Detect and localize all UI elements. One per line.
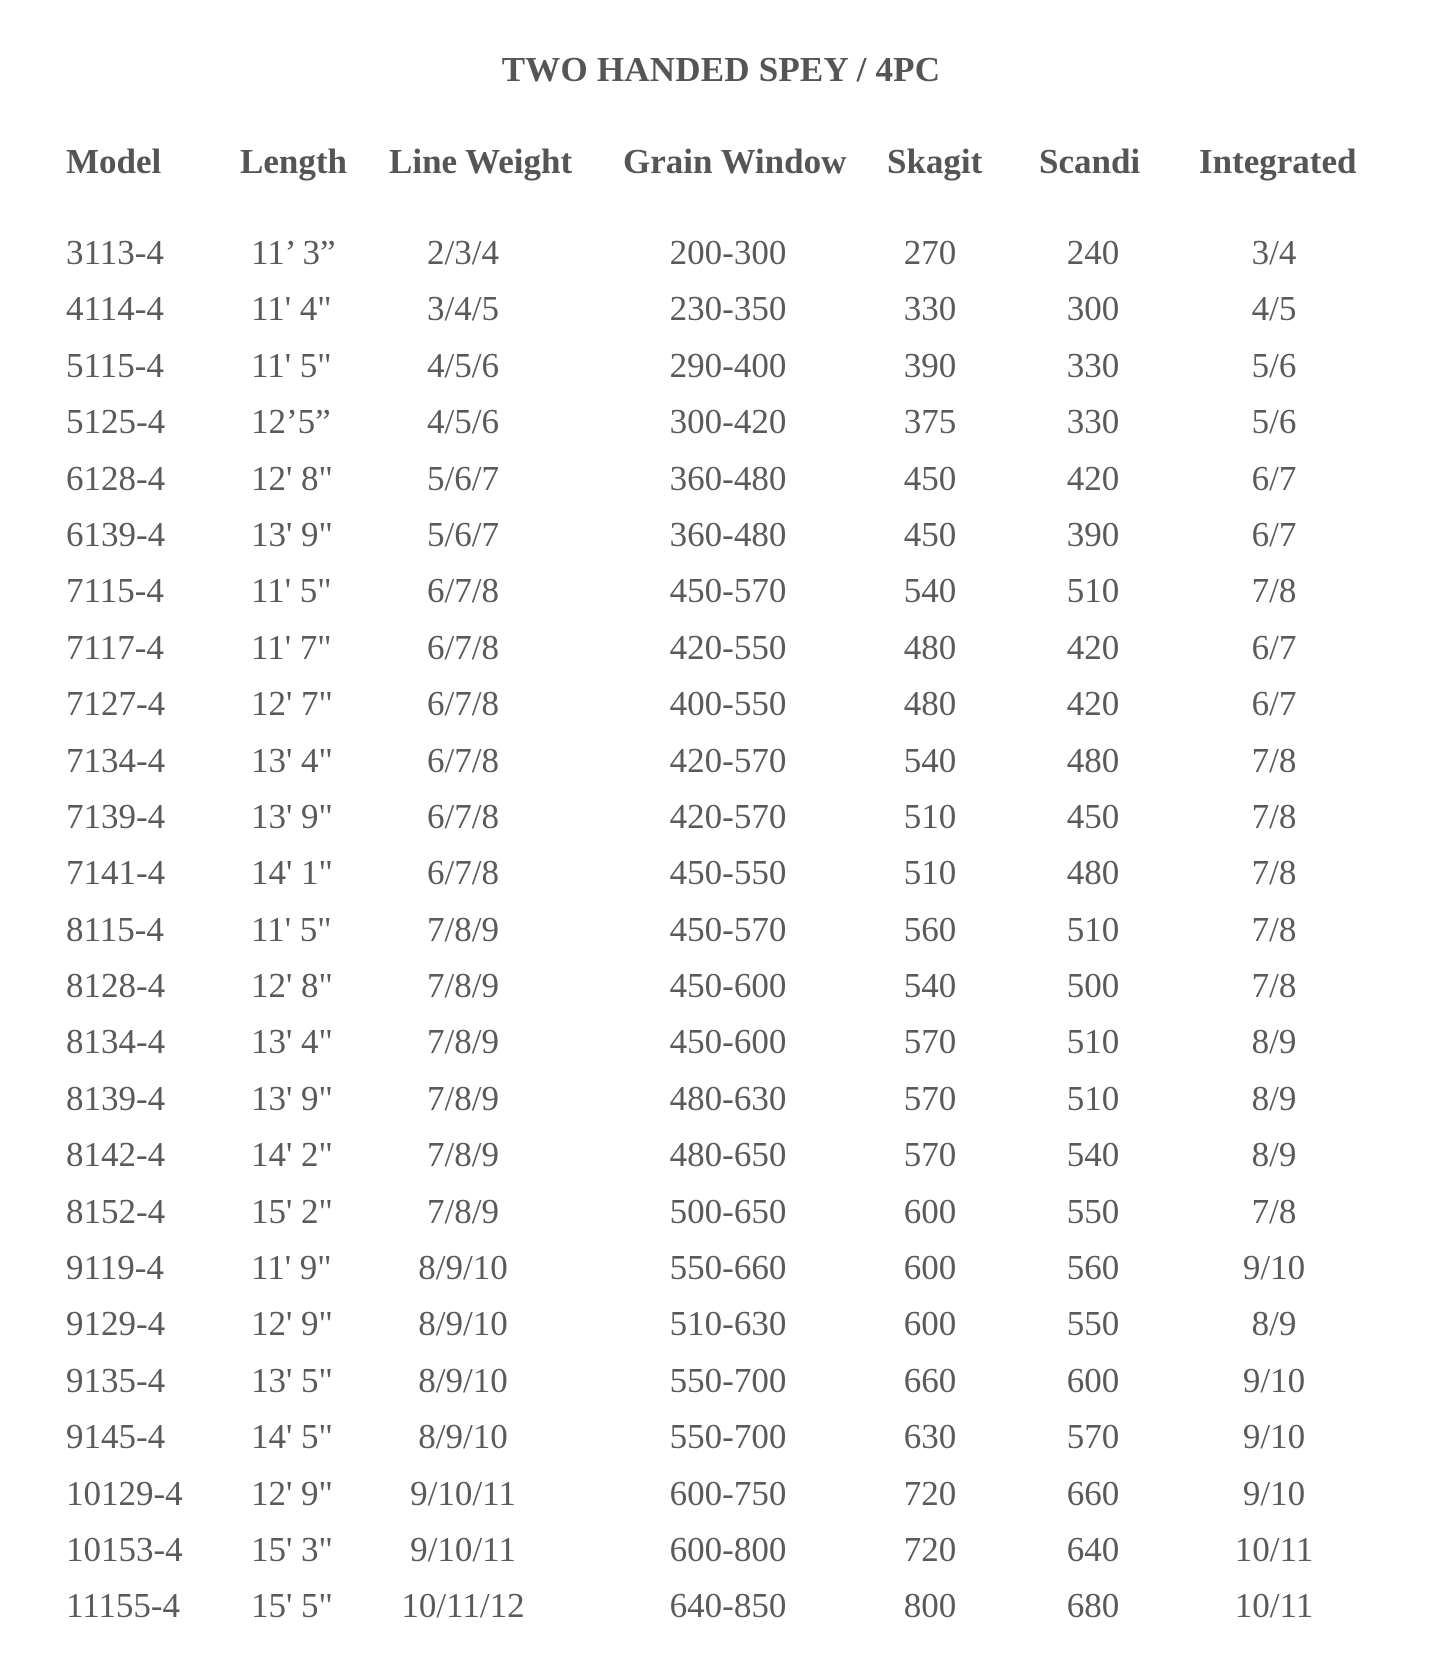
- cell-line-weight-text: 10/11/12: [401, 1586, 525, 1626]
- cell-scandi-text: 540: [1066, 1135, 1120, 1175]
- cell-model: 8142-4: [66, 1135, 166, 1175]
- cell-scandi-text: 500: [1066, 966, 1120, 1006]
- cell-skagit-text: 540: [903, 740, 957, 780]
- cell-length: 13' 9": [251, 1078, 333, 1118]
- cell-length: 11' 5": [251, 571, 332, 611]
- cell-line-weight-text: 4/5/6: [427, 402, 499, 442]
- cell-line-weight-text: 7/8/9: [427, 1078, 499, 1118]
- cell-line-weight-text: 2/3/4: [427, 233, 499, 272]
- cell-skagit-text: 540: [903, 571, 957, 611]
- cell-grain-window-text: 600-800: [669, 1529, 787, 1569]
- cell-length: 11' 5": [251, 909, 332, 949]
- header-line-weight: Line Weight: [389, 142, 573, 181]
- cell-length: 12’5”: [251, 402, 331, 442]
- table-row: [0, 1192, 1442, 1248]
- cell-skagit-text: 600: [903, 1191, 957, 1231]
- cell-model: 8134-4: [66, 1022, 166, 1062]
- table-row: [0, 797, 1442, 853]
- table-row: [0, 1417, 1442, 1473]
- cell-line-weight-text: 7/8/9: [427, 1022, 499, 1062]
- cell-line-weight-text: 8/9/10: [418, 1417, 508, 1457]
- cell-model: 7127-4: [66, 684, 166, 724]
- cell-scandi-text: 510: [1066, 1078, 1120, 1118]
- cell-skagit-text: 720: [903, 1529, 957, 1569]
- cell-grain-window-text: 550-660: [669, 1248, 787, 1288]
- header-integrated: Integrated: [1199, 142, 1357, 181]
- cell-scandi-text: 330: [1066, 402, 1120, 442]
- cell-line-weight-text: 6/7/8: [427, 796, 499, 836]
- cell-scandi-text: 510: [1066, 1022, 1120, 1062]
- cell-scandi-text: 480: [1066, 740, 1120, 780]
- cell-length: 14' 5": [251, 1417, 333, 1457]
- cell-scandi-text: 420: [1066, 627, 1120, 667]
- cell-scandi-text: 680: [1066, 1586, 1120, 1626]
- cell-grain-window-text: 450-600: [669, 966, 787, 1006]
- cell-model: 9119-4: [66, 1248, 164, 1288]
- table-row: [0, 233, 1442, 289]
- cell-integrated-text: 8/9: [1251, 1304, 1297, 1344]
- cell-integrated-text: 5/6: [1251, 402, 1297, 442]
- cell-grain-window-text: 500-650: [669, 1191, 787, 1231]
- table-row: [0, 1474, 1442, 1530]
- cell-skagit-text: 600: [903, 1248, 957, 1288]
- cell-grain-window-text: 420-570: [669, 796, 787, 836]
- header-length: Length: [240, 142, 347, 181]
- cell-grain-window-text: 230-350: [669, 289, 787, 329]
- cell-grain-window-text: 420-550: [669, 627, 787, 667]
- cell-scandi-text: 640: [1066, 1529, 1120, 1569]
- cell-model: 8152-4: [66, 1191, 166, 1231]
- cell-line-weight-text: 9/10/11: [410, 1473, 516, 1513]
- cell-grain-window-text: 450-550: [669, 853, 787, 893]
- cell-skagit-text: 570: [903, 1078, 957, 1118]
- cell-length: 11' 9": [251, 1248, 332, 1288]
- table-row: [0, 515, 1442, 571]
- table-row: [0, 853, 1442, 909]
- header-skagit: Skagit: [887, 142, 983, 181]
- table-row: [0, 966, 1442, 1022]
- table-row: [0, 1079, 1442, 1135]
- cell-integrated-text: 7/8: [1251, 966, 1297, 1006]
- table-row: [0, 628, 1442, 684]
- cell-skagit-text: 570: [903, 1135, 957, 1175]
- cell-scandi-text: 570: [1066, 1417, 1120, 1457]
- cell-grain-window-text: 550-700: [669, 1417, 787, 1457]
- cell-grain-window-text: 300-420: [669, 402, 787, 442]
- cell-length: 13' 9": [251, 796, 333, 836]
- table-row: [0, 1530, 1442, 1586]
- cell-length: 13' 4": [251, 740, 333, 780]
- cell-skagit-text: 660: [903, 1360, 957, 1400]
- cell-line-weight-text: 8/9/10: [418, 1360, 508, 1400]
- cell-scandi-text: 560: [1066, 1248, 1120, 1288]
- cell-model: 8139-4: [66, 1078, 166, 1118]
- cell-integrated-text: 6/7: [1251, 627, 1297, 667]
- table-row: [0, 1361, 1442, 1417]
- table-row: [0, 346, 1442, 402]
- cell-length: 12' 7": [251, 684, 333, 724]
- cell-length: 11' 7": [251, 627, 332, 667]
- table-header: [0, 142, 1442, 186]
- cell-model: 10129-4: [66, 1473, 183, 1513]
- cell-integrated-text: 7/8: [1251, 853, 1297, 893]
- cell-line-weight-text: 7/8/9: [427, 1191, 499, 1231]
- cell-grain-window-text: 450-600: [669, 1022, 787, 1062]
- cell-grain-window-text: 550-700: [669, 1360, 787, 1400]
- table-row: [0, 1248, 1442, 1304]
- cell-skagit-text: 480: [903, 627, 957, 667]
- cell-integrated-text: 8/9: [1251, 1022, 1297, 1062]
- cell-line-weight-text: 8/9/10: [418, 1304, 508, 1344]
- cell-line-weight-text: 6/7/8: [427, 740, 499, 780]
- cell-model: 5115-4: [66, 345, 164, 385]
- cell-length: 15' 3": [251, 1529, 333, 1569]
- cell-scandi-text: 330: [1066, 345, 1120, 385]
- cell-length: 12' 8": [251, 458, 333, 498]
- cell-integrated-text: 9/10: [1242, 1417, 1306, 1457]
- cell-model: 6128-4: [66, 458, 166, 498]
- cell-scandi-text: 600: [1066, 1360, 1120, 1400]
- cell-length: 11' 4": [251, 289, 332, 329]
- cell-scandi-text: 240: [1066, 233, 1120, 272]
- cell-integrated-text: 3/4: [1251, 233, 1297, 272]
- cell-line-weight-text: 7/8/9: [427, 966, 499, 1006]
- cell-line-weight-text: 9/10/11: [410, 1529, 516, 1569]
- cell-integrated-text: 10/11: [1234, 1586, 1314, 1626]
- cell-scandi-text: 480: [1066, 853, 1120, 893]
- cell-integrated-text: 6/7: [1251, 514, 1297, 554]
- table-row: [0, 1304, 1442, 1360]
- cell-line-weight-text: 4/5/6: [427, 345, 499, 385]
- table-row: [0, 289, 1442, 345]
- cell-line-weight-text: 6/7/8: [427, 627, 499, 667]
- cell-integrated-text: 7/8: [1251, 571, 1297, 611]
- cell-model: 11155-4: [66, 1586, 181, 1626]
- cell-model: 7141-4: [66, 853, 166, 893]
- cell-integrated-text: 8/9: [1251, 1078, 1297, 1118]
- cell-length: 12' 8": [251, 966, 333, 1006]
- cell-integrated-text: 6/7: [1251, 684, 1297, 724]
- cell-skagit-text: 560: [903, 909, 957, 949]
- cell-integrated-text: 7/8: [1251, 909, 1297, 949]
- cell-skagit-text: 510: [903, 853, 957, 893]
- cell-scandi-text: 660: [1066, 1473, 1120, 1513]
- cell-integrated-text: 7/8: [1251, 740, 1297, 780]
- table-row: [0, 1022, 1442, 1078]
- cell-model: 8115-4: [66, 909, 164, 949]
- cell-line-weight-text: 7/8/9: [427, 909, 499, 949]
- cell-length: 15' 2": [251, 1191, 333, 1231]
- cell-length: 11' 5": [251, 345, 332, 385]
- cell-model: 9145-4: [66, 1417, 166, 1457]
- cell-skagit-text: 510: [903, 796, 957, 836]
- cell-skagit-text: 630: [903, 1417, 957, 1457]
- cell-grain-window-text: 640-850: [669, 1586, 787, 1626]
- cell-skagit-text: 450: [903, 458, 957, 498]
- cell-length: 13' 4": [251, 1022, 333, 1062]
- cell-grain-window-text: 450-570: [669, 909, 787, 949]
- cell-integrated-text: 10/11: [1234, 1529, 1314, 1569]
- cell-line-weight-text: 8/9/10: [418, 1248, 508, 1288]
- cell-skagit-text: 720: [903, 1473, 957, 1513]
- cell-length: 12' 9": [251, 1473, 333, 1513]
- cell-scandi-text: 550: [1066, 1304, 1120, 1344]
- cell-integrated-text: 9/10: [1242, 1360, 1306, 1400]
- cell-length: 14' 2": [251, 1135, 333, 1175]
- cell-length: 14' 1": [251, 853, 333, 893]
- cell-model: 3113-4: [66, 233, 164, 272]
- cell-skagit-text: 390: [903, 345, 957, 385]
- table-row: [0, 402, 1442, 458]
- header-grain-window: Grain Window: [623, 142, 847, 181]
- cell-model: 6139-4: [66, 514, 166, 554]
- cell-length: 13' 9": [251, 514, 333, 554]
- cell-integrated-text: 4/5: [1251, 289, 1297, 329]
- table-row: [0, 741, 1442, 797]
- cell-grain-window-text: 480-630: [669, 1078, 787, 1118]
- table-row: [0, 571, 1442, 627]
- table-row: [0, 1586, 1442, 1642]
- cell-integrated-text: 8/9: [1251, 1135, 1297, 1175]
- cell-scandi-text: 420: [1066, 684, 1120, 724]
- table-row: [0, 910, 1442, 966]
- cell-model: 7117-4: [66, 627, 164, 667]
- cell-length: 12' 9": [251, 1304, 333, 1344]
- cell-integrated-text: 9/10: [1242, 1248, 1306, 1288]
- cell-scandi-text: 300: [1066, 289, 1120, 329]
- cell-line-weight-text: 6/7/8: [427, 853, 499, 893]
- cell-grain-window-text: 360-480: [669, 514, 787, 554]
- cell-skagit-text: 480: [903, 684, 957, 724]
- cell-skagit-text: 270: [903, 233, 957, 272]
- cell-scandi-text: 450: [1066, 796, 1120, 836]
- cell-line-weight-text: 6/7/8: [427, 571, 499, 611]
- cell-scandi-text: 550: [1066, 1191, 1120, 1231]
- cell-length: 15' 5": [251, 1586, 333, 1626]
- cell-model: 9135-4: [66, 1360, 166, 1400]
- cell-grain-window-text: 360-480: [669, 458, 787, 498]
- cell-grain-window-text: 290-400: [669, 345, 787, 385]
- cell-model: 4114-4: [66, 289, 164, 329]
- cell-integrated-text: 6/7: [1251, 458, 1297, 498]
- header-model: Model: [66, 142, 162, 181]
- table-body: [0, 233, 1442, 1643]
- cell-grain-window-text: 480-650: [669, 1135, 787, 1175]
- cell-scandi-text: 510: [1066, 571, 1120, 611]
- cell-line-weight-text: 5/6/7: [427, 514, 499, 554]
- cell-grain-window-text: 420-570: [669, 740, 787, 780]
- cell-skagit-text: 600: [903, 1304, 957, 1344]
- cell-grain-window-text: 600-750: [669, 1473, 787, 1513]
- cell-integrated-text: 7/8: [1251, 796, 1297, 836]
- cell-integrated-text: 5/6: [1251, 345, 1297, 385]
- table-title: TWO HANDED SPEY / 4PC: [501, 50, 941, 89]
- cell-integrated-text: 9/10: [1242, 1473, 1306, 1513]
- cell-skagit-text: 375: [903, 402, 957, 442]
- cell-grain-window-text: 400-550: [669, 684, 787, 724]
- cell-scandi-text: 510: [1066, 909, 1120, 949]
- cell-length: 11’ 3”: [251, 233, 336, 272]
- cell-skagit-text: 800: [903, 1586, 957, 1626]
- cell-model: 8128-4: [66, 966, 166, 1006]
- cell-model: 9129-4: [66, 1304, 166, 1344]
- table-row: [0, 459, 1442, 515]
- cell-length: 13' 5": [251, 1360, 333, 1400]
- cell-scandi-text: 420: [1066, 458, 1120, 498]
- cell-grain-window-text: 450-570: [669, 571, 787, 611]
- cell-skagit-text: 450: [903, 514, 957, 554]
- cell-scandi-text: 390: [1066, 514, 1120, 554]
- cell-line-weight-text: 5/6/7: [427, 458, 499, 498]
- cell-integrated-text: 7/8: [1251, 1191, 1297, 1231]
- header-scandi: Scandi: [1039, 142, 1141, 181]
- cell-skagit-text: 330: [903, 289, 957, 329]
- cell-line-weight-text: 6/7/8: [427, 684, 499, 724]
- cell-line-weight-text: 3/4/5: [427, 289, 499, 329]
- cell-grain-window-text: 200-300: [669, 233, 787, 272]
- cell-model: 7139-4: [66, 796, 166, 836]
- cell-grain-window-text: 510-630: [669, 1304, 787, 1344]
- table-row: [0, 684, 1442, 740]
- cell-model: 7115-4: [66, 571, 164, 611]
- cell-line-weight-text: 7/8/9: [427, 1135, 499, 1175]
- cell-model: 5125-4: [66, 402, 166, 442]
- cell-skagit-text: 570: [903, 1022, 957, 1062]
- cell-skagit-text: 540: [903, 966, 957, 1006]
- table-row: [0, 1135, 1442, 1191]
- cell-model: 7134-4: [66, 740, 166, 780]
- cell-model: 10153-4: [66, 1529, 183, 1569]
